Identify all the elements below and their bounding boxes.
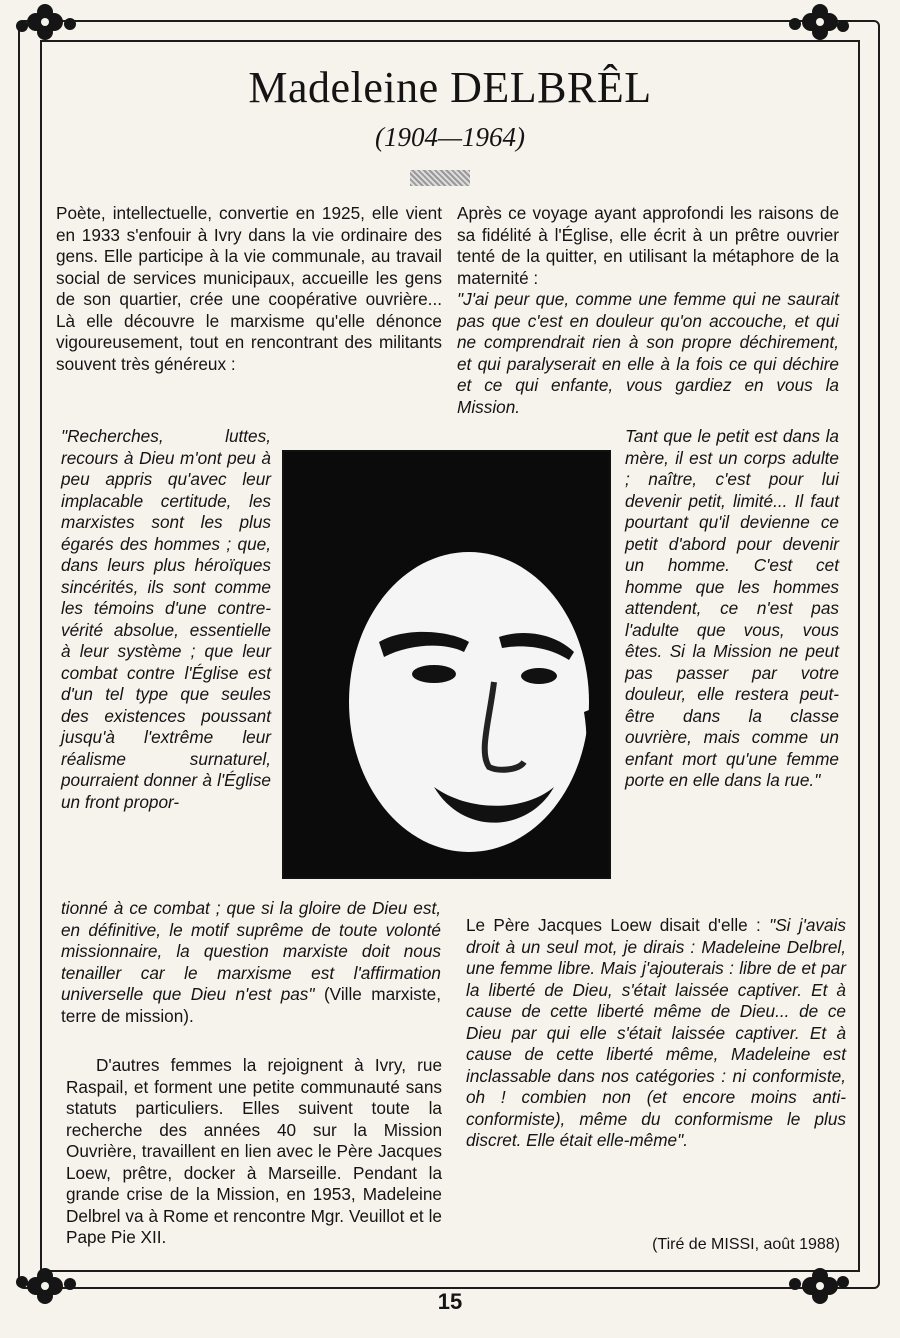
flower-ornament-icon <box>745 0 865 60</box>
left-intro-paragraph: Poète, intellectuelle, convertie en 1925, elle vient en 1933 s'enfouir à Ivry dans la vie ordinaire des gens. Elle participe à la vie communale, au travail social de services municipaux, accueille les gens de son quartier, crée une coopérative ouvrière... Là elle découvre le marxisme qu'elle dénonce vigoureusement, tout en rencontrant des militants souvent très généreux : <box>56 203 442 374</box>
left-quote-wide-text: tionné à ce combat ; que si la gloire de Dieu est, en définitive, le motif suprême de toute volonté missionnaire, la question marxiste doit nous tenailler car le marxisme est l'affirmation universelle que Dieu n'est pas" <box>61 898 441 1004</box>
right-quote-wide: "J'ai peur que, comme une femme qui ne saurait pas que c'est en douleur qu'on accouche, et qui ne comprendrait rien à son propre déchirement, et qui paralyserait en elle à la fois ce qui déchire et ce qui enfante, vous gardiez en vous la Mission. <box>457 289 839 417</box>
right-second-quote: "Si j'avais droit à un seul mot, je dirais : Madeleine Delbrel, une femme libre. Mais j'ajouterais : libre de et par la liberté de Dieu, s'était laissée captiver. Et à cause de cette liberté même de Dieu... de ce Dieu par qui elle s'était laissée captiver. Et à cause de cette liberté même, Madeleine est inclassable dans nos catégories : ni conformiste, oh ! combien non (et encore moins anti-conformiste), même du conformisme le plus discret. Elle était elle-même". <box>466 915 846 1150</box>
life-dates: (1904—1964) <box>375 122 525 152</box>
right-second-intro: Le Père Jacques Loew disait d'elle : <box>466 915 770 935</box>
title-ornament <box>410 170 470 186</box>
portrait-photo <box>282 450 611 879</box>
right-second-paragraph <box>466 915 846 1152</box>
flower-ornament-icon <box>0 0 120 60</box>
right-column-top <box>457 203 839 418</box>
page-title: Madeleine DELBRÊL <box>248 63 652 112</box>
right-intro-paragraph: Après ce voyage ayant approfondi les raisons de sa fidélité à l'Église, elle écrit à un prêtre ouvrier tenté de la quitter, en utilisant la métaphore de la maternité : <box>457 203 839 288</box>
right-quote-narrow: Tant que le petit est dans la mère, il est un corps adulte ; naître, c'est pour lui devenir petit, limité... Il faut pourtant qu'il devienne ce petit d'abord pour devenir un homme. C'est cet homme que les hommes attendent, ce n'est pas l'adulte que vous, vous êtes. Si la Mission ne peut pas passer par votre douleur, elle restera peut-être dans la classe ouvrière, mais comme un enfant mort qu'une femme porte en elle dans la rue." <box>625 426 839 790</box>
left-quote-source: (Ville marxiste, terre de mission). <box>61 984 441 1026</box>
source-citation: (Tiré de MISSI, août 1988) <box>652 1236 840 1253</box>
left-quote-wide <box>61 898 441 1027</box>
page-number: 15 <box>437 1289 463 1314</box>
left-quote-narrow: "Recherches, luttes, recours à Dieu m'ont peu à peu appris qu'avec leur implacable certitude, les marxistes sont les plus égarés des hommes ; que, dans leurs plus héroïques sincérités, ils sont comme les témoins d'une contre-vérité absolue, essentielle à leur système ; que leur combat contre l'Église est d'un tel type que seules des existences poussant jusqu'à l'extrême leur réalisme surnaturel, pourraient donner à l'Église un front propor- <box>61 426 271 812</box>
left-second-paragraph: D'autres femmes la rejoignent à Ivry, rue Raspail, et forment une petite communauté sans statuts particuliers. Elles suivent toute la recherche des années 40 sur la Mission Ouvrière, travaillent en lien avec le Père Jacques Loew, prêtre, docker à Marseille. Pendant la grande crise de la Mission, en 1953, Madeleine Delbrel va à Rome et rencontre Mgr. Veuillot et le Pape Pie XII. <box>66 1055 442 1247</box>
